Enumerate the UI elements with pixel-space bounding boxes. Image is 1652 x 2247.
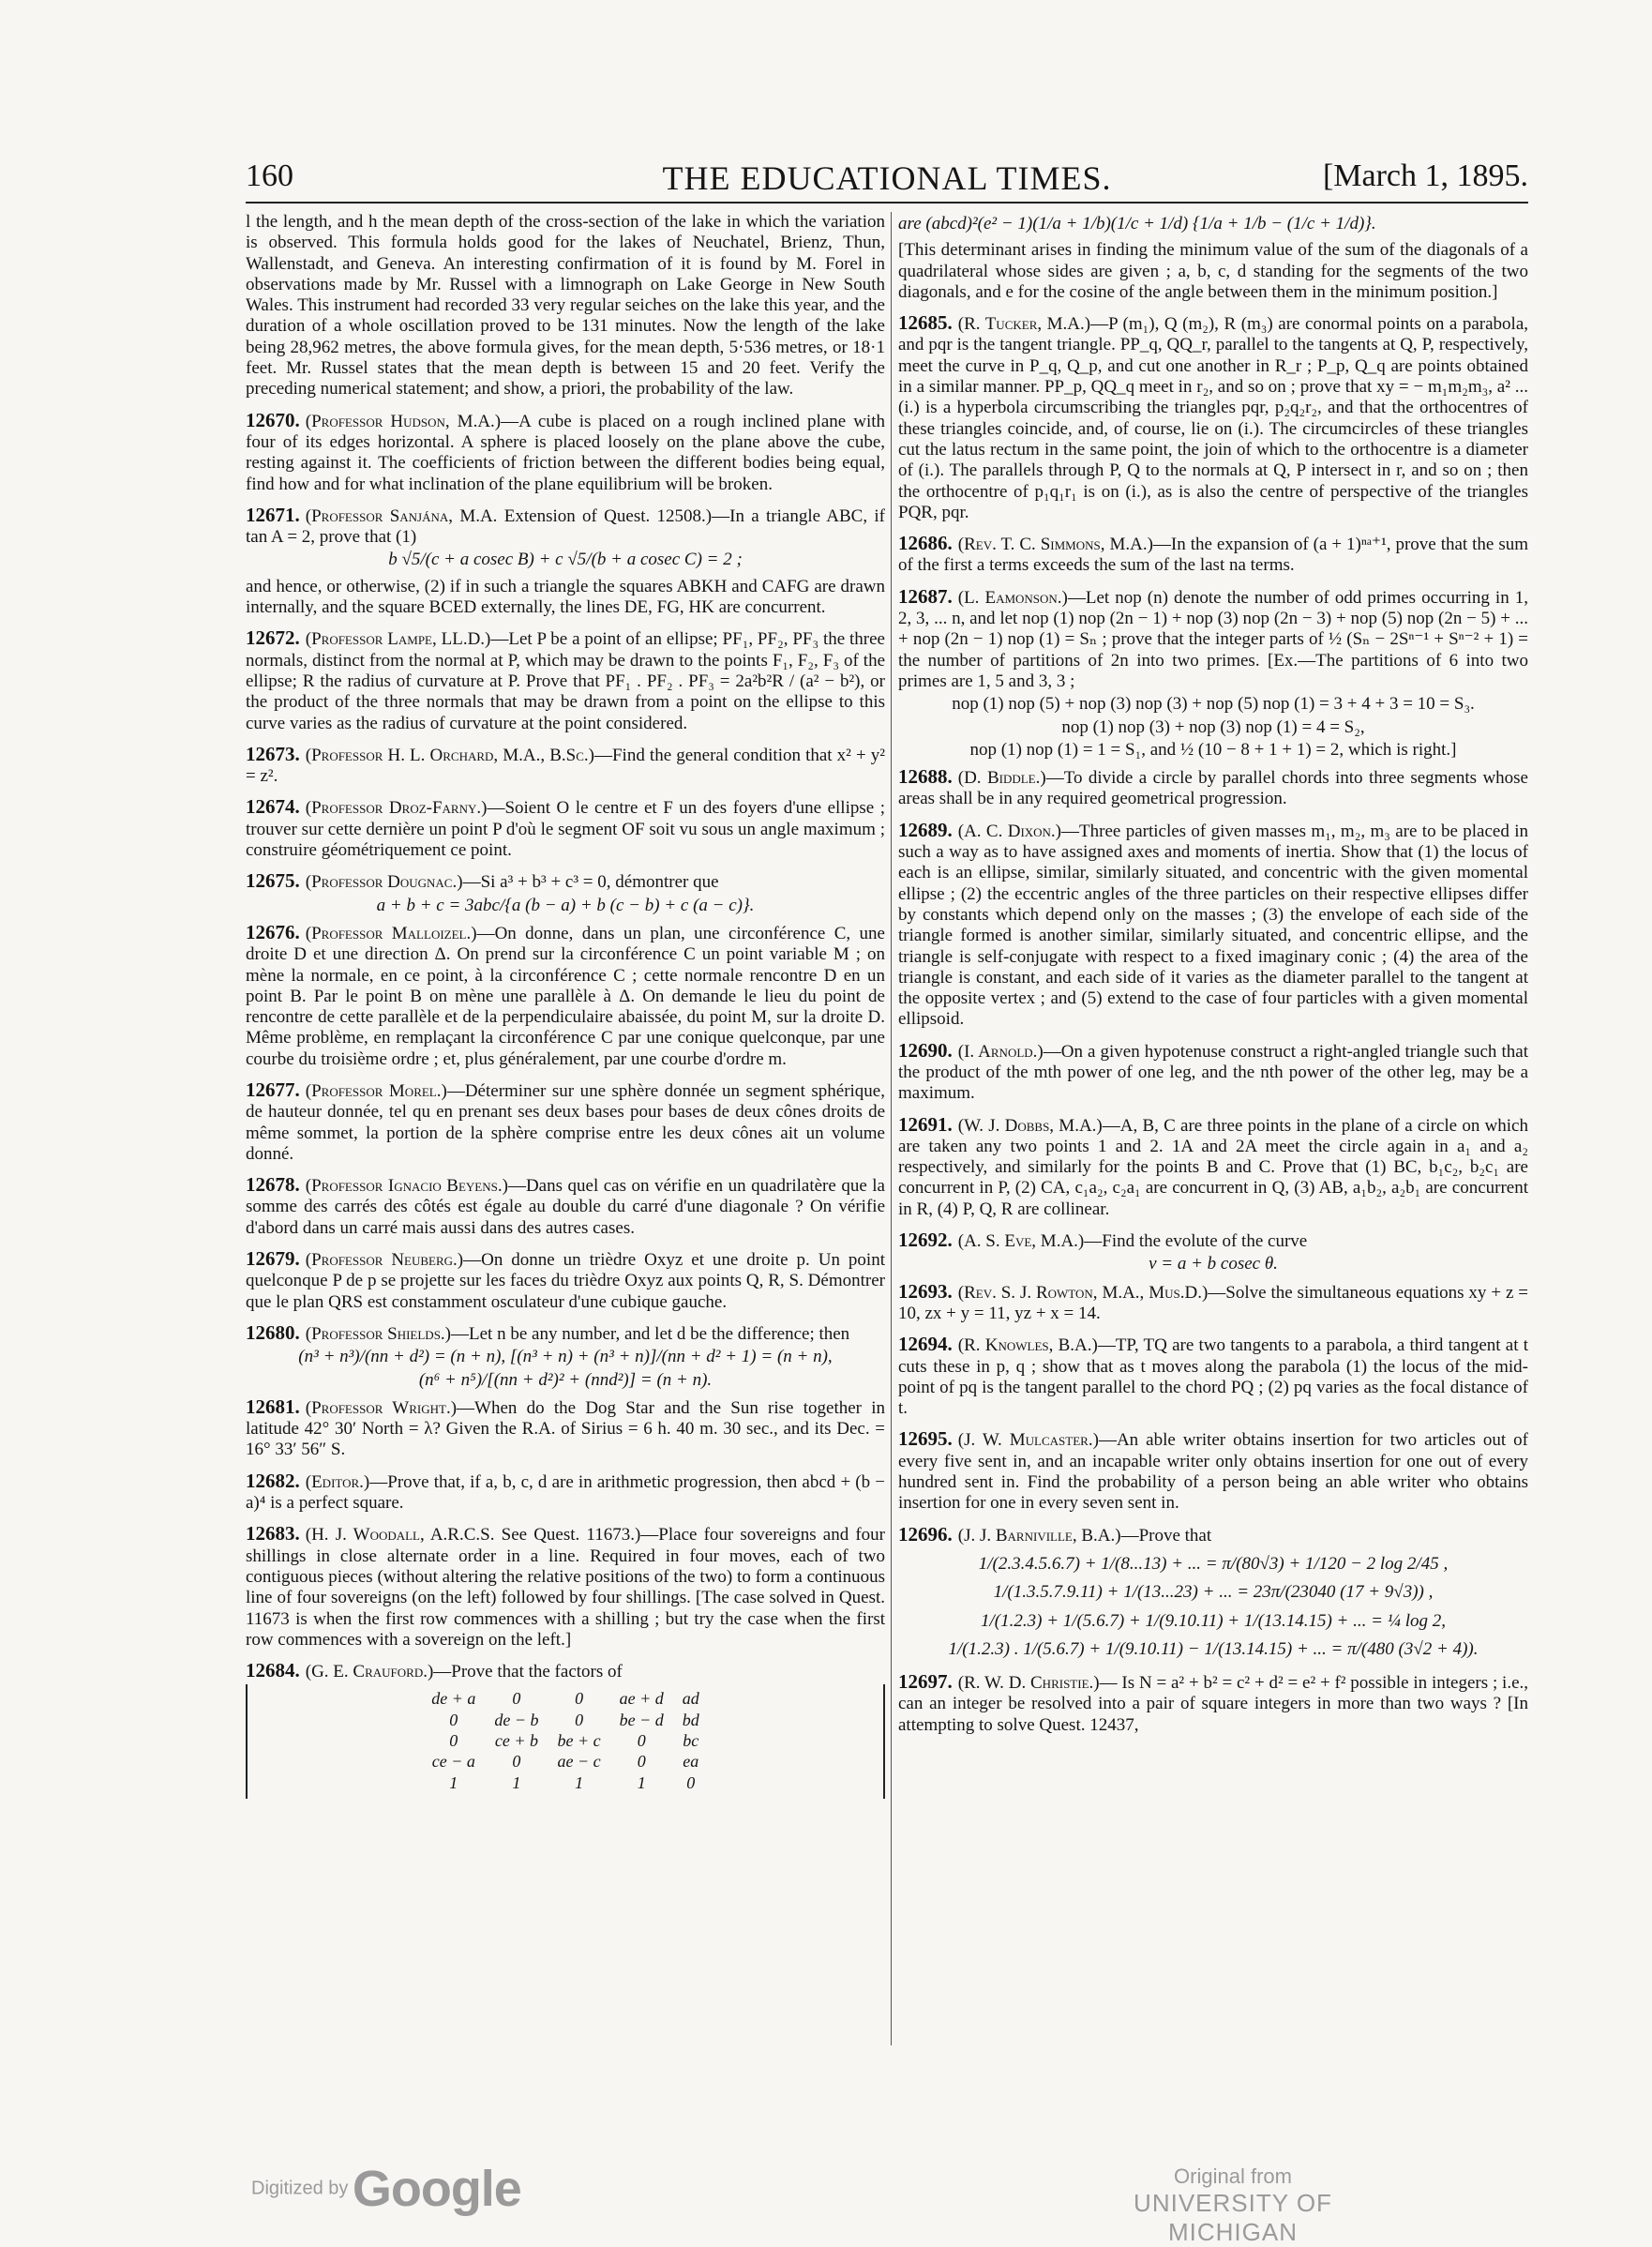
formula-12675: a + b + c = 3abc/{a (b − a) + b (c − b) + c (a − c)}.	[376, 895, 755, 915]
page-header	[246, 155, 1528, 204]
question-12692: 12692. (A. S. Eve, M.A.)—Find the evolute of the curve	[898, 1229, 1308, 1252]
determinant	[246, 1684, 885, 1798]
formula-12680-b: (n⁶ + n⁵)/[(nn + d²)² + (nnd²)] = (n + n).	[418, 1369, 713, 1390]
left-column	[246, 212, 885, 1799]
formula-12687-b: nop (1) nop (3) + nop (3) nop (1) = 4 = S₂,	[1061, 716, 1365, 737]
question-12697: 12697. (R. W. D. Christie.)— Is N = a² + b² = c² + d² = e² + f² possible in integers ; i.e., can an integer be resolved into a pair of square integers in more than two ways ? [In attempting to solve Quest. 12437,	[898, 1670, 1528, 1735]
det-row: 0 ce + b be + c 0 bc	[449, 1731, 699, 1750]
digitized-label: Digitized by	[251, 2178, 349, 2199]
question-continuation: l the length, and h the mean depth of the cross-section of the lake in which the variation is observed. This formula holds good for the lakes of Neuchatel, Brienz, Thun, Wallenstadt, and Geneva. An interesting confirmation of it is found by M. Forel in observations made by Mr. Russel with a limnograph on Lake George in New South Wales. This instrument had recorded 33 very regular seiches on the lake this year, and the duration of a whole oscillation proved to be 131 minutes. Now the length of the lake being 28,962 metres, the above formula gives, for the mean depth, 5·536 metres, or 18·1 feet. Mr. Russel states that the mean depth is between 15 and 20 feet. Verify the preceding numerical statement; and show, a priori, the probability of the law.	[246, 212, 885, 400]
formula-12684-result: are (abcd)²(e² − 1)(1/a + 1/b)(1/c + 1/d) {1/a + 1/b − (1/c + 1/d)}.	[898, 214, 1376, 234]
question-12690: 12690. (I. Arnold.)—On a given hypotenuse construct a right-angled triangle such that the product of the mth power of one leg, and the nth power of the other leg, may be a maximum.	[898, 1038, 1528, 1104]
determinant-left-bar	[246, 1684, 248, 1798]
formula-12687-c: nop (1) nop (1) = 1 = S₁, and ½ (10 − 8 + 1 + 1) = 2, which is right.]	[969, 739, 1457, 760]
question-12671-cont: and hence, or otherwise, (2) if in such a triangle the squares ABKH and CAFG are drawn internally, and the square BCED externally, the lines DE, FG, HK are concurrent.	[246, 576, 885, 618]
question-12691: 12691. (W. J. Dobbs, M.A.)—A, B, C are three points in the plane of a circle on which are taken any two points 1 and 2. 1A and 2A meet the circle again in a₁ and a₂ respectively, and similarly for the points B and C. Prove that (1) BC, b₁c₂, b₂c₁ are concurrent in P, (2) CA, c₁a₂, c₂a₁ are concurrent in Q, (3) AB, a₁b₂, a₂b₁ are concurrent in R, (4) P, Q, R are collinear.	[898, 1112, 1528, 1219]
google-logo: Google	[352, 2161, 521, 2217]
determinant-note: [This determinant arises in finding the minimum value of the sum of the diagonals of a quadrilateral whose sides are given ; a, b, c, d standing for the segments of the two diagonals, and e for the cosine of the angle between them in the minimum position.]	[898, 240, 1528, 302]
formula-12680-a: (n³ + n³)/(nn + d²) = (n + n), [(n³ + n) + (n³ + n)]/(nn + d² + 1) = (n + n),	[298, 1347, 833, 1367]
question-12686: 12686. (Rev. T. C. Simmons, M.A.)—In the expansion of (a + 1)ⁿᵃ⁺¹, prove that the sum of the first a terms exceeds the sum of the last na terms.	[898, 532, 1528, 576]
original-from-label: Original from	[1174, 2164, 1292, 2188]
question-12679: 12679. (Professor Neuberg.)—On donne un trièdre Oxyz et une droite p. Un point quelconque P de p se projette sur les faces du trièdre Oxyz aux points Q, R, S. Démontrer que le plan QRS est constamment osculateur d'une cubique gauche.	[246, 1247, 885, 1312]
det-row: ce − a 0 ae − c 0 ea	[431, 1752, 699, 1772]
original-from	[1074, 2164, 1392, 2247]
question-12676: 12676. (Professor Malloizel.)—On donne, dans un plan, une circonférence C, une droite D et une direction Δ. On prend sur la circonférence C un point variable M ; on mène la normale, en ce point, à la circonférence C ; cette normale rencontre D en un point B. Par le point B on mène une parallèle à Δ. On demande le lieu du point de rencontre de cette parallèle et de la perpendiculaire abaissée, du point M, sur la droite D. Même problème, en remplaçant la circonférence C par une conique quelconque, par une courbe du troisième ordre ; et, plus généralement, par une courbe d'ordre m.	[246, 920, 885, 1069]
question-12694: 12694. (R. Knowles, B.A.)—TP, TQ are two tangents to a parabola, a third tangent at t cuts these in p, q ; show that as t moves along the parabola (1) the locus of the mid-point of pq is the tangent parallel to the chord PQ ; (2) pq varies as the focal distance of t.	[898, 1333, 1528, 1419]
formula-12692: v = a + b cosec θ.	[1149, 1254, 1278, 1274]
question-12688: 12688. (D. Biddle.)—To divide a circle by parallel chords into three segments whose areas shall be in any required geometrical progression.	[898, 765, 1528, 809]
question-12683: 12683. (H. J. Woodall, A.R.C.S. See Quest. 11673.)—Place four sovereigns and four shillings in close alternate order in a line. Required in four moves, each of two contiguous pieces (without altering the relative positions of the two) to form a continuous line of four sovereigns (on the left) followed by four shillings. [The case solved in Quest. 11673 is when the first row commences with a shilling ; but try the case when the first row commences with a sovereign on the left.]	[246, 1522, 885, 1650]
question-12685: 12685. (R. Tucker, M.A.)—P (m₁), Q (m₂), R (m₃) are conormal points on a parabola, and pqr is the tangent triangle. PP_q, QQ_r, parallel to the tangents at Q, P, respectively, meet the curve in P_q, Q_p, and cut one another in R_r ; P_p, Q_q are points obtained in a similar manner. PP_p, QQ_q meet in r₂, and so on ; prove that xy = − m₁m₂m₃, a² ...(i.) is a hyperbola circumscribing the triangles pqr, p₂q₂r₂, and that the orthocentres of these triangles coincide, and, of course, lie on (i.). The circumcircles of these triangles cut the latus rectum in the same point, the join of which to the orthocentre is a diameter of (i.). The parallels through P, Q to the normals at Q, P intersect in r, and so on ; then the orthocentre of p₁q₁r₁ is on (i.), as is also the centre of perspective of the triangles PQR, pqr.	[898, 311, 1528, 522]
determinant-right-bar	[883, 1684, 885, 1798]
question-12673: 12673. (Professor H. L. Orchard, M.A., B.Sc.)—Find the general condition that x² + y² = z².	[246, 742, 885, 787]
question-12672: 12672. (Professor Lampe, LL.D.)—Let P be a point of an ellipse; PF₁, PF₂, PF₃ the three normals, distinct from the normal at P, which may be drawn to the points F₁, F₂, F₃ of the ellipse; R the radius of curvature at P. Prove that PF₁ . PF₂ . PF₃ = 2a²b²R / (a² − b²), or the product of the three normals that may be drawn from a point on the ellipse to this curve varies as the radius of curvature at the point considered.	[246, 626, 885, 733]
question-12674: 12674. (Professor Droz-Farny.)—Soient O le centre et F un des foyers d'une ellipse ; trouver sur cette dernière un point P d'où le segment OF soit vu sous un angle maximum ; construire géométriquement ce point.	[246, 795, 885, 861]
formula-12696-a: 1/(2.3.4.5.6.7) + 1/(8...13) + ... = π/(80√3) + 1/120 − 2 log 2/45 ,	[978, 1553, 1449, 1574]
formula-12696-b: 1/(1.3.5.7.9.11) + 1/(13...23) + ... = 23π/(23040 (17 + 9√3)) ,	[993, 1582, 1434, 1603]
question-12677: 12677. (Professor Morel.)—Déterminer sur une sphère donnée un segment sphérique, de hauteur donnée, tel qu en prenant ses deux bases pour bases de deux cônes droits de même sommet, la portion de la sphère comprise entre les deux cônes ait un volume donné.	[246, 1078, 885, 1164]
determinant-table	[422, 1688, 709, 1792]
digitized-by-google	[251, 2160, 521, 2218]
question-12680: 12680. (Professor Shields.)—Let n be any number, and let d be the difference; then	[246, 1320, 850, 1344]
column-divider	[891, 212, 892, 2045]
question-12682: 12682. (Editor.)—Prove that, if a, b, c, d are in arithmetic progression, then abcd + (b − a)⁴ is a perfect square.	[246, 1469, 885, 1514]
question-12695: 12695. (J. W. Mulcaster.)—An able writer obtains insertion for two articles out of every five sent in, and an incapable writer only obtains insertion for one out of every hundred sent in. Find the probability of a person being an able writer who obtains insertion for one in every seven sent in.	[898, 1427, 1528, 1514]
question-12675: 12675. (Professor Dougnac.)—Si a³ + b³ + c³ = 0, démontrer que	[246, 869, 719, 893]
question-12696: 12696. (J. J. Barniville, B.A.)—Prove that	[898, 1522, 1212, 1546]
det-row: 1 1 1 1 0	[449, 1772, 696, 1792]
journal-title: THE EDUCATIONAL TIMES.	[662, 159, 1112, 197]
det-row: de + a 0 0 ae + d ad	[431, 1689, 699, 1709]
page-number: 160	[246, 158, 293, 193]
det-row: 0 de − b 0 be − d bd	[449, 1710, 699, 1729]
question-12678: 12678. (Professor Ignacio Beyens.)—Dans quel cas on vérifie en un quadrilatère que la somme des carrés des côtés est égale au double du carré d'une diagonale ? On vérifie d'abord dans un carré mais aussi dans des autres cases.	[246, 1173, 885, 1238]
question-12684: 12684. (G. E. Crauford.)—Prove that the factors of	[246, 1659, 623, 1682]
question-12681: 12681. (Professor Wright.)—When do the Dog Star and the Sun rise together in latitude 42° 30′ North = λ? Given the R.A. of Sirius = 6 h. 40 m. 30 sec., and its Dec. = 16° 33′ 56″ S.	[246, 1395, 885, 1460]
formula-12696-c: 1/(1.2.3) + 1/(5.6.7) + 1/(9.10.11) + 1/(13.14.15) + ... = ¼ log 2,	[981, 1610, 1446, 1631]
formula-12671: b √5/(c + a cosec B) + c √5/(b + a cosec C) = 2 ;	[388, 550, 743, 570]
issue-date: [March 1, 1895.	[1322, 158, 1528, 193]
right-column	[898, 212, 1528, 1745]
question-12689: 12689. (A. C. Dixon.)—Three particles of given masses m₁, m₂, m₃ are to be placed in such a way as to have assigned axes and moments of inertia. Show that (1) the locus of each is an ellipse, similar, similarly situated, and concentric with the given momental ellipse ; (2) the eccentric angles of the three particles on their respective ellipses differ by constants which depend only on the masses ; (3) the envelope of each side of the triangle formed is another similar, similarly situated, and concentric ellipse, and the triangle is self-conjugate with respect to a fixed imaginary conic ; (4) the area of the triangle is constant, and each side of it varies as the diameter parallel to the tangent at the opposite vertex ; and (5) extend to the case of four particles with a given momental ellipsoid.	[898, 818, 1528, 1030]
question-12687: 12687. (L. Eamonson.)—Let nop (n) denote the number of odd primes occurring in 1, 2, 3, ... n, and let nop (1) nop (2n − 1) + nop (3) nop (2n − 3) + nop (5) nop (2n − 5) + ... + nop (2n − 1) nop (1) = Sₙ ; prove that the integer parts of ½ (Sₙ − 2Sⁿ⁻¹ + Sⁿ⁻² + 1) = the number of partitions of 2n into two primes. [Ex.—The partitions of 6 into two primes are 1, 5 and 3, 3 ;	[898, 584, 1528, 691]
formula-12696-d: 1/(1.2.3) . 1/(5.6.7) + 1/(9.10.11) − 1/(13.14.15) + ... = π/(480 (3√2 + 4)).	[948, 1638, 1479, 1659]
question-12670: 12670. (Professor Hudson, M.A.)—A cube is placed on a rough inclined plane with four of its edges horizontal. A sphere is placed loosely on the plane above the cube, resting against it. The coefficients of friction between the different bodies being equal, find how and for what inclination of the plane equilibrium will be broken.	[246, 408, 885, 494]
institution-name: UNIVERSITY OF MICHIGAN	[1134, 2189, 1332, 2246]
question-12693: 12693. (Rev. S. J. Rowton, M.A., Mus.D.)—Solve the simultaneous equations xy + z = 10, zx + y = 11, yz + x = 14.	[898, 1279, 1528, 1323]
question-12671: 12671. (Professor Sanjána, M.A. Extension of Quest. 12508.)—In a triangle ABC, if tan A = 2, prove that (1)	[246, 503, 886, 548]
formula-12687-a: nop (1) nop (5) + nop (3) nop (3) + nop (5) nop (1) = 3 + 4 + 3 = 10 = S₃.	[952, 694, 1475, 715]
